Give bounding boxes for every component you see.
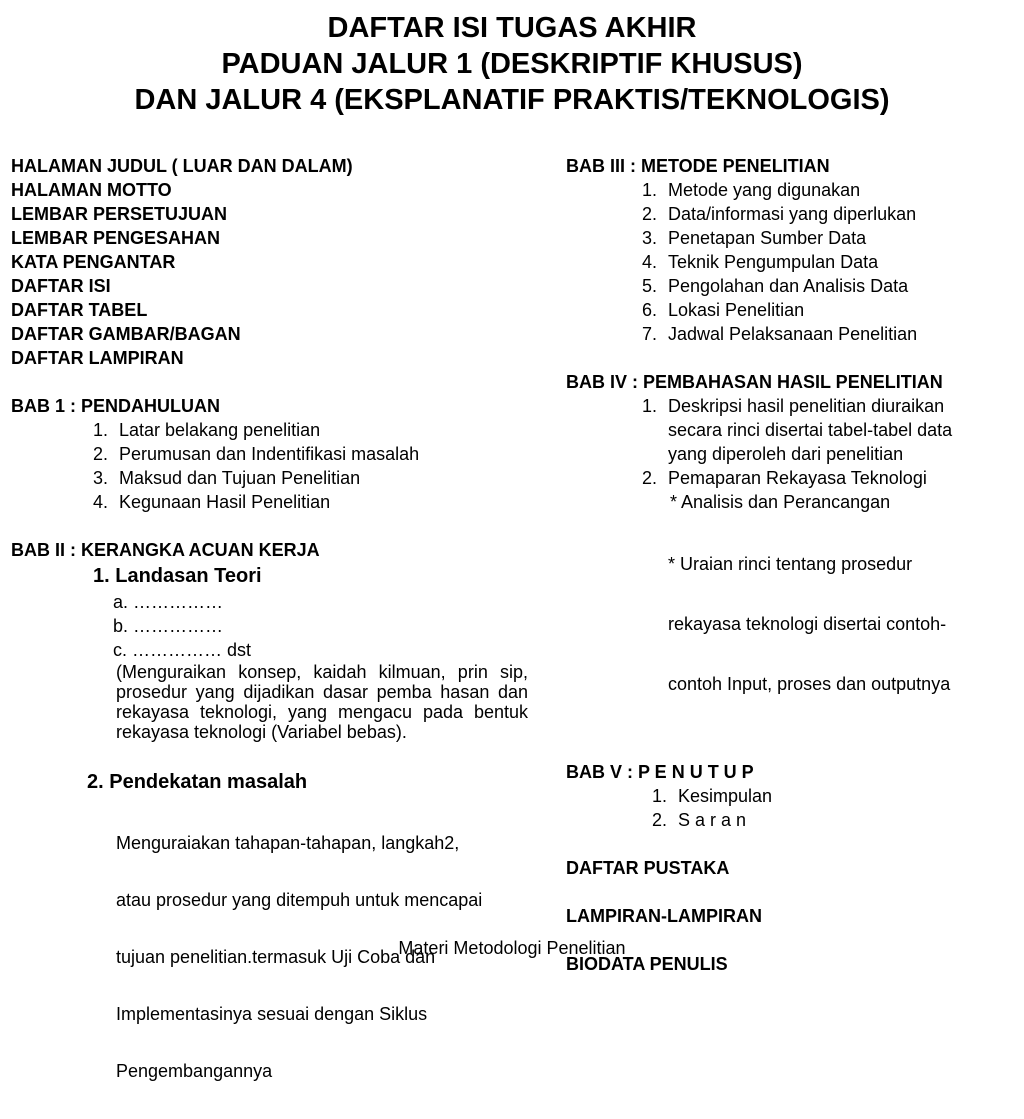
bab4-bullet-detail: * Uraian rinci tentang prosedur rekayasa teknologi disertai contoh- contoh Input, proses dan outputnya [668,554,951,694]
pendekatan-masalah-heading: 2. Pendekatan masalah [87,771,308,793]
bab4-item-continuation: secara rinci disertai tabel-tabel data [668,420,953,440]
landasan-teori-heading: 1. Landasan Teori [93,565,262,587]
lampiran-lampiran: LAMPIRAN-LAMPIRAN [566,906,762,926]
front-item: DAFTAR ISI [11,276,111,296]
footer-caption: Materi Metodologi Penelitian [398,938,626,958]
bab5-item: 1. Kesimpulan [652,786,773,806]
bab4-item-continuation: yang diperoleh dari penelitian [668,444,904,464]
bab3-item: 4. Teknik Pengumpulan Data [642,252,879,272]
bab3-item: 7. Jadwal Pelaksanaan Penelitian [642,324,918,344]
bab5-item: 2. S a r a n [652,810,747,830]
bab2-heading: BAB II : KERANGKA ACUAN KERJA [11,540,320,560]
bab3-item: 6. Lokasi Penelitian [642,300,805,320]
bab1-item: 3. Maksud dan Tujuan Penelitian [93,468,361,488]
landasan-letter-item: a. …………… [113,592,224,612]
left-column [11,154,531,1119]
bab3-item: 1. Metode yang digunakan [642,180,861,200]
bab5-heading: BAB V : P E N U T U P [566,762,754,782]
bab1-item: 4. Kegunaan Hasil Penelitian [93,492,331,512]
bab3-item: 2. Data/informasi yang diperlukan [642,204,917,224]
title-line-2: PADUAN JALUR 1 (DESKRIPTIF KHUSUS) [221,48,803,80]
pendekatan-description: Menguraiakan tahapan-tahapan, langkah2, atau prosedur yang ditempuh untuk mencapai tujuan penelitian.termasuk Uji Coba dan Implementasinya sesuai dengan Siklus Pengembangannya [116,833,483,1081]
bab4-item: 2. Pemaparan Rekayasa Teknologi [642,468,927,488]
bab4-bullet: * Analisis dan Perancangan [670,492,891,512]
landasan-letter-item: c. …………… dst [113,640,252,660]
right-column [566,154,1006,976]
front-item: DAFTAR LAMPIRAN [11,348,184,368]
title-line-3: DAN JALUR 4 (EKSPLANATIF PRAKTIS/TEKNOLOGIS) [134,84,890,116]
bab4-heading: BAB IV : PEMBAHASAN HASIL PENELITIAN [566,372,943,392]
document-title [0,10,1024,118]
bab3-heading: BAB III : METODE PENELITIAN [566,156,830,176]
landasan-description: (Menguraikan konsep, kaidah kilmuan, prin sip, prosedur yang dijadikan dasar pemba hasan dan rekayasa teknologi, yang mengacu pada bentuk rekayasa teknologi (Variabel bebas). [116,662,528,742]
front-item: LEMBAR PERSETUJUAN [11,204,228,224]
front-item: HALAMAN MOTTO [11,180,172,200]
biodata-penulis: BIODATA PENULIS [566,954,728,974]
front-item: DAFTAR TABEL [11,300,148,320]
title-line-1: DAFTAR ISI TUGAS AKHIR [327,12,697,44]
front-item: LEMBAR PENGESAHAN [11,228,221,248]
bab4-item: 1. Deskripsi hasil penelitian diuraikan [642,396,945,416]
daftar-pustaka: DAFTAR PUSTAKA [566,858,730,878]
bab3-item: 5. Pengolahan dan Analisis Data [642,276,909,296]
front-item: DAFTAR GAMBAR/BAGAN [11,324,241,344]
front-item: HALAMAN JUDUL ( LUAR DAN DALAM) [11,156,353,176]
landasan-letter-item: b. …………… [113,616,224,636]
front-item: KATA PENGANTAR [11,252,176,272]
bab1-heading: BAB 1 : PENDAHULUAN [11,396,221,416]
bab1-item: 2. Perumusan dan Indentifikasi masalah [93,444,420,464]
bab3-item: 3. Penetapan Sumber Data [642,228,867,248]
bab1-item: 1. Latar belakang penelitian [93,420,321,440]
